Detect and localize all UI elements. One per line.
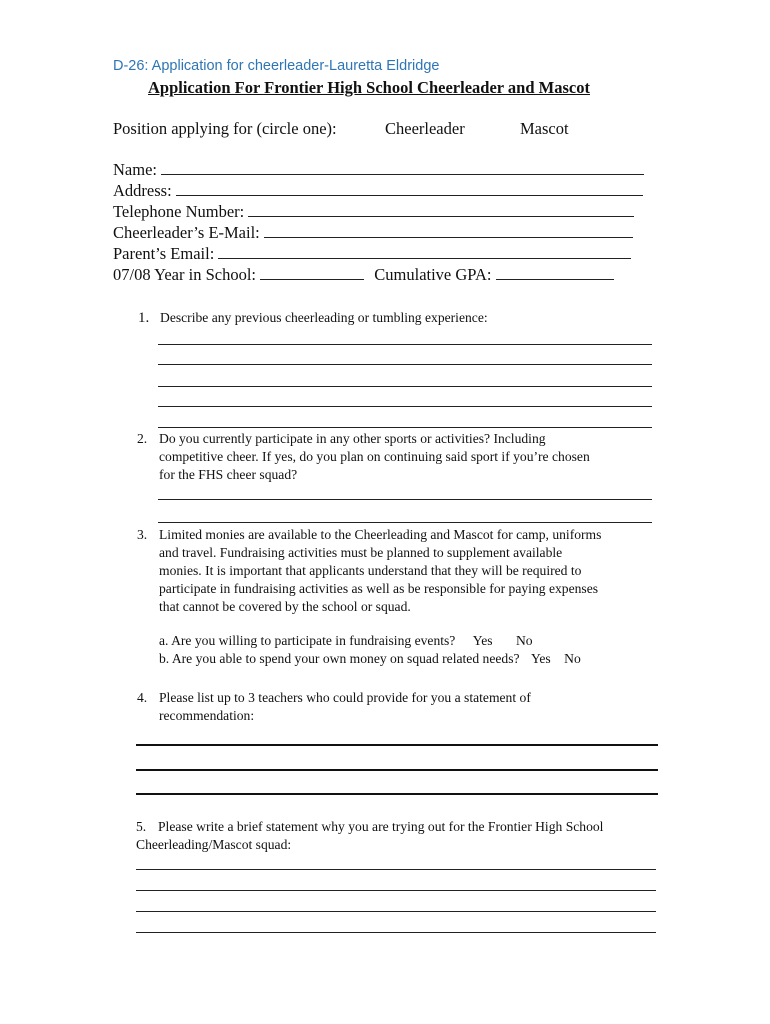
year-gpa-row [113,265,614,285]
parent-email-label: Parent’s Email: [113,244,215,263]
answer-line[interactable] [136,911,656,912]
question-1-text: Describe any previous cheerleading or tumbling experience: [160,310,488,325]
year-field[interactable] [260,266,364,280]
question-3a-no[interactable]: No [515,633,533,648]
question-3-line: and travel. Fundraising activities must be planned to supplement available [159,545,563,560]
question-3a-yes[interactable]: Yes [472,633,493,648]
document-id: D-26: Application for cheerleader-Lauretta Eldridge [113,58,440,74]
answer-line[interactable] [158,427,652,428]
name-field[interactable] [161,161,644,175]
question-1 [138,309,488,327]
question-number: 4. [137,690,148,705]
cheer-email-label: Cheerleader’s E-Mail: [113,223,260,242]
question-4-line: recommendation: [159,708,255,723]
answer-line[interactable] [136,932,656,933]
gpa-field[interactable] [496,266,614,280]
teacher-line-3[interactable] [136,793,658,795]
question-3-line: that cannot be covered by the school or squad. [159,599,411,614]
parent-email-field[interactable] [218,245,631,259]
question-2-line: competitive cheer. If yes, do you plan on continuing said sport if you’re chosen [159,449,590,464]
answer-line[interactable] [158,364,652,365]
question-2 [137,430,590,484]
address-field[interactable] [176,182,643,196]
parent-email-row [113,244,631,264]
cheer-email-row [113,223,633,243]
teacher-line-1[interactable] [136,744,658,746]
address-label: Address: [113,181,172,200]
answer-line[interactable] [136,890,656,891]
question-5-line: Cheerleading/Mascot squad: [136,837,292,852]
year-label: 07/08 Year in School: [113,265,257,284]
question-2-line: Do you currently participate in any other sports or activities? Including [159,431,546,446]
position-option-cheerleader[interactable]: Cheerleader [385,119,465,138]
question-5 [136,818,603,854]
question-5-line: Please write a brief statement why you are trying out for the Frontier High School [158,819,604,834]
cheer-email-field[interactable] [264,224,633,238]
question-3b-yes[interactable]: Yes [530,651,551,666]
position-option-mascot[interactable]: Mascot [520,119,569,138]
question-number: 2. [137,431,148,446]
name-row [113,160,644,180]
telephone-row [113,202,634,222]
question-4 [137,689,531,725]
question-3a-text: a. Are you willing to participate in fundraising events? [159,633,456,648]
teacher-line-2[interactable] [136,769,658,771]
answer-line[interactable] [158,344,652,345]
telephone-label: Telephone Number: [113,202,245,221]
question-3b-text: b. Are you able to spend your own money on squad related needs? [159,651,520,666]
question-number: 3. [137,527,148,542]
question-3a [159,632,533,650]
question-4-line: Please list up to 3 teachers who could provide for you a statement of [159,690,531,705]
answer-line[interactable] [158,522,652,523]
answer-line[interactable] [158,499,652,500]
question-3-line: monies. It is important that applicants understand that they will be required to [159,563,582,578]
question-2-line: for the FHS cheer squad? [159,467,298,482]
gpa-label: Cumulative GPA: [374,265,492,284]
name-label: Name: [113,160,157,179]
answer-line[interactable] [158,386,652,387]
question-number: 1. [138,310,150,326]
question-3b-no[interactable]: No [564,651,581,666]
position-label: Position applying for (circle one): [113,119,337,138]
address-row [113,181,643,201]
question-3-line: participate in fundraising activities as well as be responsible for paying expenses [159,581,599,596]
telephone-field[interactable] [248,203,634,217]
question-3-line: Limited monies are available to the Cheerleading and Mascot for camp, uniforms [159,527,602,542]
answer-line[interactable] [136,869,656,870]
question-3 [137,526,601,616]
question-number: 5. [136,819,147,834]
answer-line[interactable] [158,406,652,407]
question-3b [159,650,581,668]
page-title: Application For Frontier High School Cheerleader and Mascot [148,78,590,97]
